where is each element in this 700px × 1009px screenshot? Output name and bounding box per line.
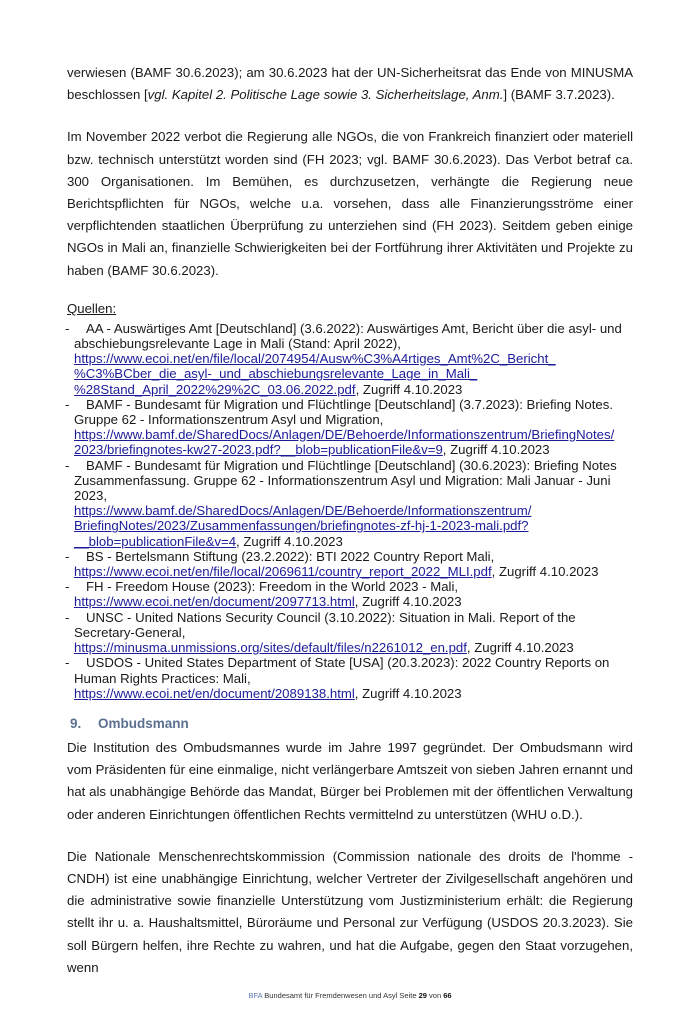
access-date: , Zugriff 4.10.2023 — [355, 381, 463, 397]
source-item — [67, 610, 633, 656]
access-date: , Zugriff 4.10.2023 — [442, 442, 550, 458]
source-link[interactable]: BriefingNotes/2023/Zusammenfassungen/briefingnotes-zf-hj-1-2023-mali.pdf? — [74, 518, 529, 534]
source-text: BAMF - Bundesamt für Migration und Flüchtlinge [Deutschland] (3.7.2023): Briefing Notes. Gruppe 62 - Informationszentrum Asyl und Migration, — [74, 396, 614, 428]
source-link[interactable]: https://www.ecoi.net/en/file/local/2074954/Ausw%C3%A4rtiges_Amt%2C_Bericht_ — [74, 351, 556, 367]
source-link-row — [74, 534, 633, 549]
source-item — [67, 549, 633, 579]
list-dash: - — [65, 579, 70, 595]
source-item — [67, 321, 633, 397]
list-dash: - — [65, 655, 70, 671]
source-link[interactable]: 2023/briefingnotes-kw27-2023.pdf?__blob=publicationFile&v=9 — [74, 442, 443, 458]
sources-heading: Quellen: — [67, 300, 117, 316]
source-link-row — [74, 564, 633, 579]
source-link-row — [74, 427, 633, 442]
access-date: , Zugriff 4.10.2023 — [354, 685, 462, 701]
footer-org: Bundesamt für Fremdenwesen und Asyl — [264, 990, 398, 1000]
paragraph-cndh: Die Nationale Menschenrechtskommission (Commission nationale des droits de l'homme - CNDH) ist eine unabhängige Einrichtung, welcher Vertreter der Zivilgesellschaft angehören und die administrative sowie finanzielle Unterstützung vom Justizministerium erhält: die Regierung stellt ihr u. a. Haushaltsmittel, Büroräume und Personal zur Verfügung (USDOS 20.3.2023). Sie soll Bürgern helfen, ihre Rechte zu wahren, und hat die Aufgabe, gegen den Staat vorzugehen, wenn — [67, 848, 633, 975]
source-item — [67, 458, 633, 549]
list-dash: - — [65, 457, 70, 473]
text: verwiesen (BAMF 30.6.2023); am 30.6.2023 hat der UN-Sicherheitsrat das Ende von MINUSMA beschlossen [ — [67, 65, 633, 103]
source-link-row — [74, 594, 633, 609]
access-date: , Zugriff 4.10.2023 — [491, 564, 599, 580]
list-dash: - — [65, 396, 70, 412]
text: ] (BAMF 3.7.2023). — [503, 87, 615, 103]
source-item — [67, 655, 633, 701]
source-link[interactable]: %28Stand_April_2022%29%2C_03.06.2022.pdf — [74, 381, 356, 397]
paragraph-minusma — [67, 62, 633, 106]
page-footer — [0, 991, 700, 1009]
source-link-row — [74, 382, 633, 397]
source-text: BAMF - Bundesamt für Migration und Flüchtlinge [Deutschland] (30.6.2023): Briefing Notes Zusammenfassung. Gruppe 62 - Informationszentrum Asyl und Migration: Mali Januar - Juni 2023, — [74, 457, 617, 504]
source-link-row — [74, 351, 633, 366]
page-total: 66 — [443, 990, 452, 1000]
source-link[interactable]: https://www.bamf.de/SharedDocs/Anlagen/DE/Behoerde/Informationszentrum/BriefingNotes/ — [74, 427, 615, 443]
access-date: , Zugriff 4.10.2023 — [354, 594, 462, 610]
editor-note: vgl. Kapitel 2. Politische Lage sowie 3. Sicherheitslage, Anm. — [147, 87, 504, 103]
source-link[interactable]: __blob=publicationFile&v=4 — [74, 533, 237, 549]
source-link[interactable]: https://www.ecoi.net/en/document/2089138.html — [74, 685, 355, 701]
footer-of-label: von — [429, 990, 442, 1000]
source-link-row — [74, 686, 633, 701]
source-link[interactable]: https://www.bamf.de/SharedDocs/Anlagen/DE/Behoerde/Informationszentrum/ — [74, 503, 532, 519]
list-dash: - — [65, 609, 70, 625]
source-link[interactable]: https://www.ecoi.net/en/document/2097713.html — [74, 594, 355, 610]
source-item — [67, 579, 633, 609]
source-link-row — [74, 503, 633, 518]
source-link[interactable]: https://www.ecoi.net/en/file/local/2069611/country_report_2022_MLI.pdf — [74, 564, 492, 580]
source-text: BS - Bertelsmann Stiftung (23.2.2022): BTI 2022 Country Report Mali, — [86, 548, 495, 564]
source-text: USDOS - United States Department of State [USA] (20.3.2023): 2022 Country Reports on Human Rights Practices: Mali, — [74, 655, 610, 686]
source-link-row — [74, 442, 633, 457]
source-link[interactable]: https://minusma.unmissions.org/sites/default/files/n2261012_en.pdf — [74, 640, 467, 656]
source-link[interactable]: %C3%BCber_die_asyl-_und_abschiebungsrelevante_Lage_in_Mali_ — [74, 366, 478, 382]
source-text: AA - Auswärtiges Amt [Deutschland] (3.6.2022): Auswärtiges Amt, Bericht über die asyl- und abschiebungsrelevante Lage in Mali (Stand: April 2022), — [74, 320, 622, 352]
source-link-row — [74, 518, 633, 533]
footer-page-label: Seite — [399, 990, 417, 1000]
section-heading — [67, 715, 633, 733]
source-link-row — [74, 640, 633, 655]
section-number: 9. — [70, 715, 82, 731]
bfa-logo: BFA — [248, 990, 263, 1000]
section-title: Ombudsmann — [98, 715, 189, 731]
access-date: , Zugriff 4.10.2023 — [466, 640, 574, 656]
source-link-row — [74, 366, 633, 381]
list-dash: - — [65, 548, 70, 564]
page-number: 29 — [418, 990, 427, 1000]
source-text: UNSC - United Nations Security Council (3.10.2022): Situation in Mali. Report of the Secretary-General, — [74, 609, 576, 640]
list-dash: - — [65, 320, 70, 336]
source-text: FH - Freedom House (2023): Freedom in the World 2023 - Mali, — [86, 579, 459, 595]
source-item — [67, 397, 633, 458]
sources-list — [67, 321, 633, 701]
paragraph-ombudsmann: Die Institution des Ombudsmannes wurde im Jahre 1997 gegründet. Der Ombudsmann wird vom Präsidenten für eine einmalige, nicht verlängerbare Amtszeit von sieben Jahren ernannt und hat als unabhängige Behörde das Mandat, Bürger bei Problemen mit der öffentlichen Verwaltung oder anderen Einrichtungen öffentlichen Rechts vermittelnd zu unterstützen (WHU o.D.). — [67, 739, 633, 822]
access-date: , Zugriff 4.10.2023 — [236, 533, 343, 549]
paragraph-ngo-ban: Im November 2022 verbot die Regierung alle NGOs, die von Frankreich finanziert oder materiell bzw. technisch unterstützt worden sind (FH 2023; vgl. BAMF 30.6.2023). Das Verbot betraf ca. 300 Organisationen. Im Bemühen, es durchzusetzen, verhängte die Regierung neue Berichtspflichten für NGOs, welche u.a. vorsehen, dass alle Finanzierungsströme einer verpflichtenden staatlichen Überprüfung zu unterziehen sind (FH 2023). Seitdem geben einige NGOs in Mali an, finanzielle Schwierigkeiten bei der Fortführung ihrer Aktivitäten und Projekte zu haben (BAMF 30.6.2023). — [67, 129, 633, 278]
